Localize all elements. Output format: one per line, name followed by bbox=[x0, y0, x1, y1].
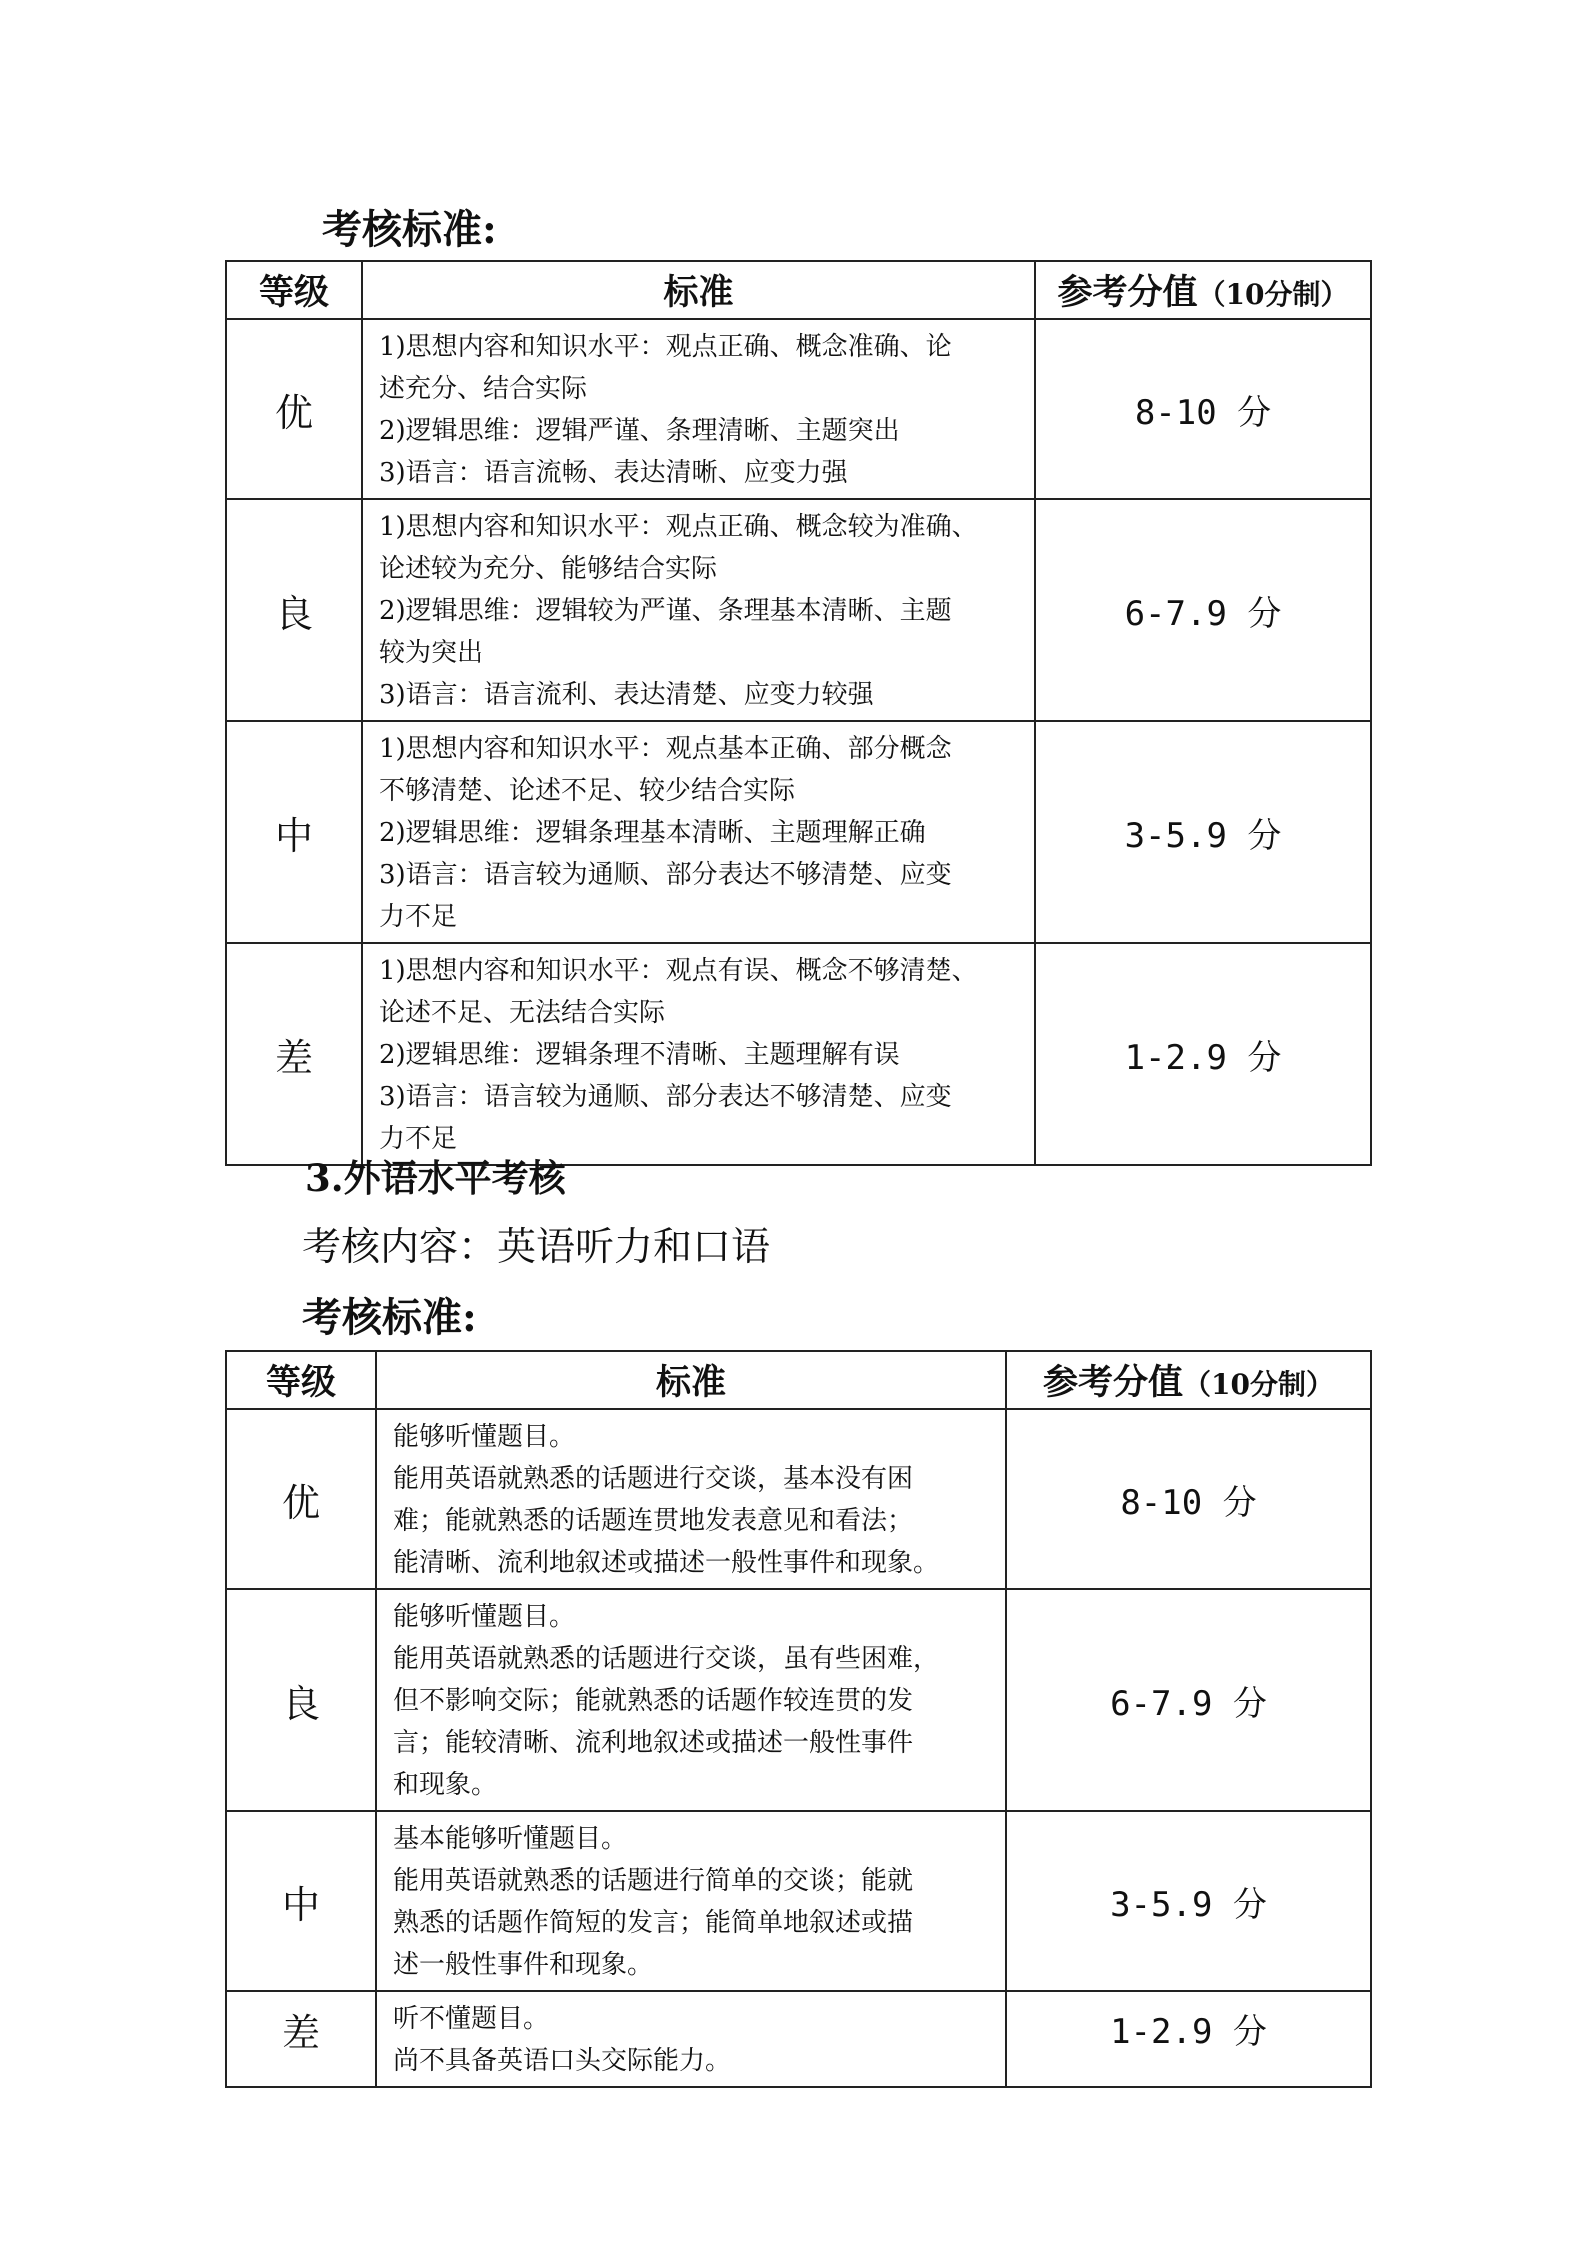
standard-line: 论述不足、无法结合实际 bbox=[379, 998, 666, 1028]
grade-cell: 优 bbox=[226, 319, 362, 499]
standard-line: 能够听懂题目。 bbox=[393, 1602, 576, 1632]
standard-line: 但不影响交际；能就熟悉的话题作较连贯的发 bbox=[393, 1686, 914, 1716]
header-standard: 标准 bbox=[376, 1351, 1006, 1409]
standard-line: 力不足 bbox=[379, 902, 458, 932]
score-cell: 6-7.9 分 bbox=[1035, 499, 1371, 721]
standard-line: 基本能够听懂题目。 bbox=[393, 1824, 628, 1854]
standard-line: 2)逻辑思维：逻辑条理不清晰、主题理解有误 bbox=[379, 1040, 900, 1070]
standard-line: 言；能较清晰、流利地叙述或描述一般性事件 bbox=[393, 1728, 914, 1758]
criteria-heading-2: 考核标准: bbox=[302, 1294, 477, 1341]
score-cell: 8-10 分 bbox=[1035, 319, 1371, 499]
header-score-main: 参考分值 bbox=[1043, 1362, 1184, 1403]
standard-cell bbox=[362, 943, 1035, 1165]
table-row bbox=[226, 319, 1371, 499]
grade-cell: 差 bbox=[226, 943, 362, 1165]
grade-cell: 差 bbox=[226, 1991, 376, 2087]
table-row bbox=[226, 721, 1371, 943]
score-cell: 1-2.9 分 bbox=[1006, 1991, 1371, 2087]
header-score bbox=[1006, 1351, 1371, 1409]
standard-line: 2)逻辑思维：逻辑条理基本清晰、主题理解正确 bbox=[379, 818, 926, 848]
score-cell: 8-10 分 bbox=[1006, 1409, 1371, 1589]
standard-cell bbox=[362, 319, 1035, 499]
grade-cell: 良 bbox=[226, 499, 362, 721]
header-standard: 标准 bbox=[362, 261, 1035, 319]
standard-line: 熟悉的话题作简短的发言；能简单地叙述或描 bbox=[393, 1908, 914, 1938]
standard-line: 不够清楚、论述不足、较少结合实际 bbox=[379, 776, 796, 806]
standard-cell bbox=[376, 1409, 1006, 1589]
standard-line: 能够听懂题目。 bbox=[393, 1422, 576, 1452]
grade-cell: 中 bbox=[226, 1811, 376, 1991]
standard-line: 2)逻辑思维：逻辑严谨、条理清晰、主题突出 bbox=[379, 416, 900, 446]
table-row bbox=[226, 1409, 1371, 1589]
score-cell: 6-7.9 分 bbox=[1006, 1589, 1371, 1811]
standard-line: 能清晰、流利地叙述或描述一般性事件和现象。 bbox=[393, 1548, 940, 1578]
criteria-heading-1: 考核标准: bbox=[322, 206, 497, 253]
standard-line: 难；能就熟悉的话题连贯地发表意见和看法； bbox=[393, 1506, 914, 1536]
grade-cell: 优 bbox=[226, 1409, 376, 1589]
standard-cell bbox=[362, 721, 1035, 943]
standard-line: 1)思想内容和知识水平：观点正确、概念准确、论 bbox=[379, 332, 952, 362]
table-row bbox=[226, 943, 1371, 1165]
standard-line: 1)思想内容和知识水平：观点基本正确、部分概念 bbox=[379, 734, 952, 764]
criteria-table-1 bbox=[225, 260, 1372, 1166]
header-score-main: 参考分值 bbox=[1057, 272, 1198, 313]
section-title: 3.外语水平考核 bbox=[305, 1156, 566, 1200]
standard-line: 1)思想内容和知识水平：观点有误、概念不够清楚、 bbox=[379, 956, 978, 986]
standard-cell bbox=[376, 1811, 1006, 1991]
table-row bbox=[226, 499, 1371, 721]
header-score-suffix: （10分制） bbox=[1197, 278, 1349, 311]
table-header-row bbox=[226, 1351, 1371, 1409]
standard-line: 和现象。 bbox=[393, 1770, 498, 1800]
standard-line: 听不懂题目。 bbox=[393, 2004, 550, 2034]
score-cell: 1-2.9 分 bbox=[1035, 943, 1371, 1165]
standard-line: 尚不具备英语口头交际能力。 bbox=[393, 2046, 732, 2076]
standard-line: 能用英语就熟悉的话题进行交谈，基本没有困 bbox=[393, 1464, 914, 1494]
score-cell: 3-5.9 分 bbox=[1006, 1811, 1371, 1991]
score-cell: 3-5.9 分 bbox=[1035, 721, 1371, 943]
standard-line: 3)语言：语言流利、表达清楚、应变力较强 bbox=[379, 680, 874, 710]
standard-cell bbox=[376, 1991, 1006, 2087]
standard-cell bbox=[362, 499, 1035, 721]
header-score bbox=[1035, 261, 1371, 319]
standard-cell bbox=[376, 1589, 1006, 1811]
grade-cell: 良 bbox=[226, 1589, 376, 1811]
criteria-table-2 bbox=[225, 1350, 1372, 2088]
standard-line: 1)思想内容和知识水平：观点正确、概念较为准确、 bbox=[379, 512, 978, 542]
standard-line: 述一般性事件和现象。 bbox=[393, 1950, 654, 1980]
assessment-content: 考核内容：英语听力和口语 bbox=[302, 1225, 771, 1270]
standard-line: 3)语言：语言较为通顺、部分表达不够清楚、应变 bbox=[379, 860, 952, 890]
standard-line: 2)逻辑思维：逻辑较为严谨、条理基本清晰、主题 bbox=[379, 596, 952, 626]
standard-line: 3)语言：语言较为通顺、部分表达不够清楚、应变 bbox=[379, 1082, 952, 1112]
standard-line: 3)语言：语言流畅、表达清晰、应变力强 bbox=[379, 458, 848, 488]
standard-line: 述充分、结合实际 bbox=[379, 374, 588, 404]
table-row bbox=[226, 1991, 1371, 2087]
grade-cell: 中 bbox=[226, 721, 362, 943]
table-row bbox=[226, 1589, 1371, 1811]
header-grade: 等级 bbox=[226, 261, 362, 319]
standard-line: 力不足 bbox=[379, 1124, 458, 1154]
table-header-row bbox=[226, 261, 1371, 319]
table-row bbox=[226, 1811, 1371, 1991]
standard-line: 能用英语就熟悉的话题进行交谈，虽有些困难， bbox=[393, 1644, 940, 1674]
standard-line: 较为突出 bbox=[379, 638, 484, 668]
header-grade: 等级 bbox=[226, 1351, 376, 1409]
standard-line: 能用英语就熟悉的话题进行简单的交谈；能就 bbox=[393, 1866, 914, 1896]
header-score-suffix: （10分制） bbox=[1183, 1368, 1334, 1401]
standard-line: 论述较为充分、能够结合实际 bbox=[379, 554, 718, 584]
